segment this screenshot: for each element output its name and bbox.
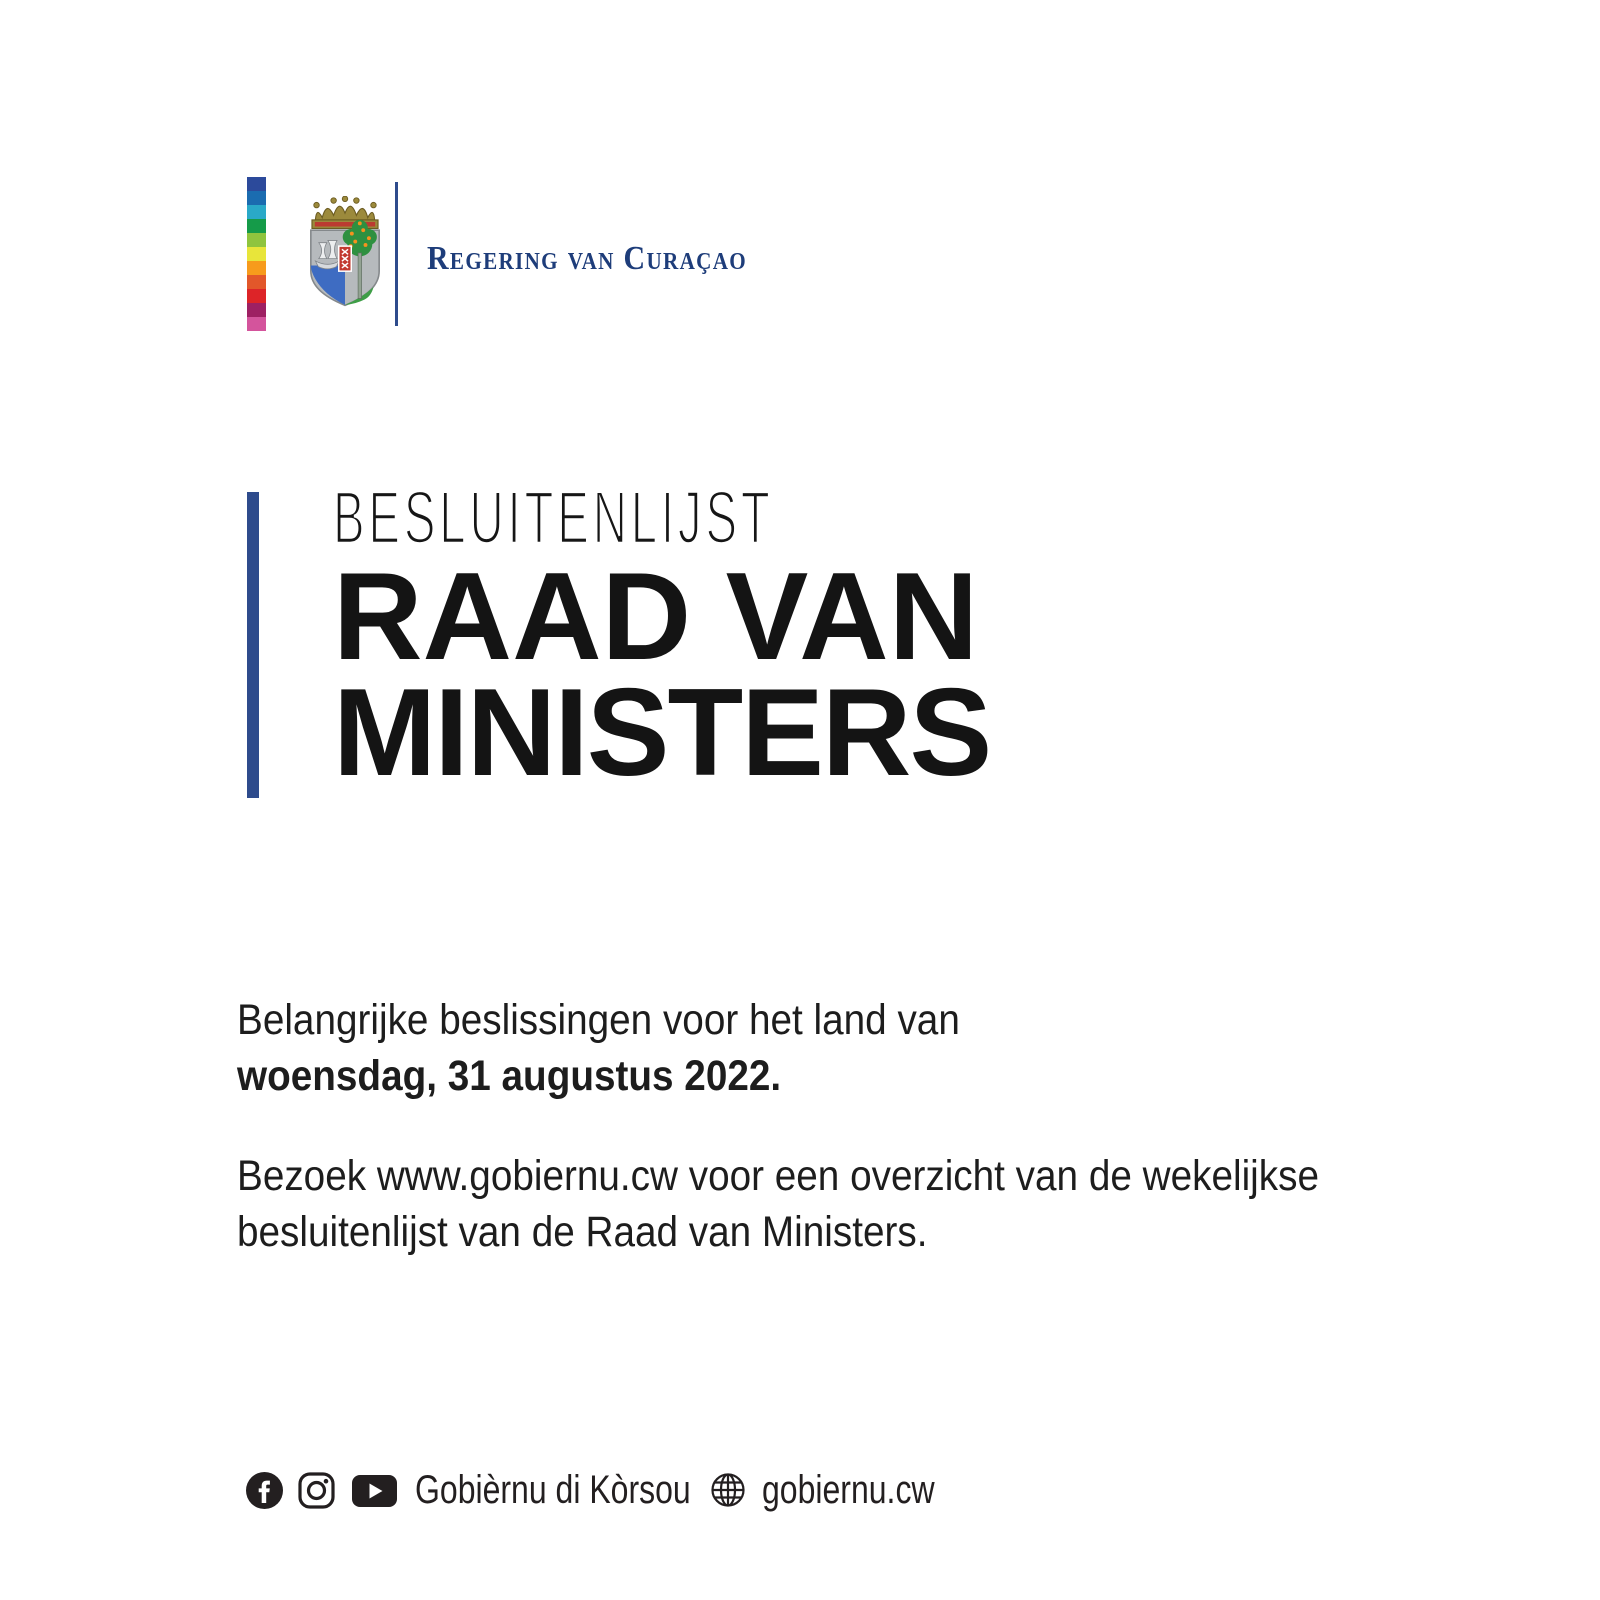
body-line-website-cont: besluitenlijst van de Raad van Ministers.: [237, 1208, 928, 1256]
stripe-segment: [247, 177, 266, 191]
rainbow-stripe: [247, 177, 266, 331]
logo-divider: [395, 182, 398, 326]
footer-website[interactable]: gobiernu.cw: [762, 1468, 935, 1512]
title-line2: MINISTERS: [333, 664, 991, 802]
title-line1: RAAD VAN: [333, 548, 979, 686]
body-line-date: woensdag, 31 augustus 2022.: [237, 1052, 782, 1100]
stripe-segment: [247, 233, 266, 247]
globe-icon: [708, 1470, 748, 1510]
stripe-segment: [247, 303, 266, 317]
footer-brand: Gobièrnu di Kòrsou: [415, 1468, 691, 1512]
stripe-segment: [247, 205, 266, 219]
body-text: [237, 992, 1439, 1260]
stripe-segment: [247, 247, 266, 261]
stripe-segment: [247, 219, 266, 233]
title-kicker: BESLUITENLIJST: [333, 476, 774, 559]
stripe-segment: [247, 317, 266, 331]
facebook-icon[interactable]: [246, 1472, 283, 1509]
youtube-icon[interactable]: [352, 1475, 397, 1507]
government-wordmark: Regering van Curaçao: [427, 240, 748, 277]
stripe-segment: [247, 191, 266, 205]
body-line-website: Bezoek www.gobiernu.cw voor een overzicht van de wekelijkse: [237, 1152, 1319, 1200]
instagram-icon[interactable]: [298, 1472, 335, 1509]
stripe-segment: [247, 275, 266, 289]
stripe-segment: [247, 261, 266, 275]
curacao-coat-of-arms-icon: [288, 196, 402, 319]
body-line-intro: Belangrijke beslissingen voor het land van: [237, 996, 960, 1044]
stripe-segment: [247, 289, 266, 303]
title-accent-bar: [247, 492, 259, 798]
